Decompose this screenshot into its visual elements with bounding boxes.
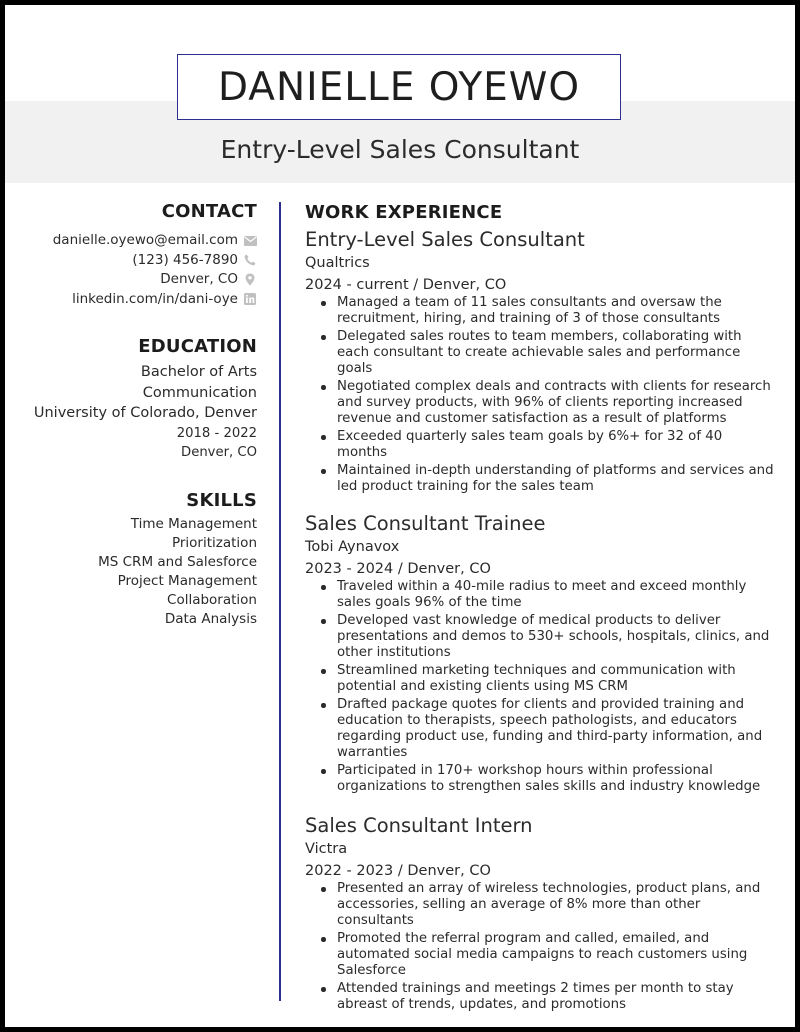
contact-location (5, 270, 257, 290)
skill-item: Time Management (130, 515, 257, 532)
contact-linkedin-text: linkedin.com/in/dani-oye (72, 290, 238, 307)
contact-linkedin (5, 290, 257, 310)
skill-item: Data Analysis (164, 610, 257, 627)
bullet-item: Attended trainings and meetings 2 times per month to stay abreast of trends, updates, and promotions (305, 981, 775, 1013)
skill-item: Prioritization (171, 534, 257, 551)
job-bullets (305, 295, 775, 495)
contact-phone (5, 251, 257, 271)
linkedin-icon (243, 292, 257, 306)
bullet-item: Maintained in-depth understanding of platforms and services and led product training for the sales team (305, 463, 775, 495)
skill-item: Project Management (117, 572, 257, 589)
skill-item: MS CRM and Salesforce (98, 553, 257, 570)
bullet-item: Participated in 170+ workshop hours within professional organizations to strengthen sales skills and industry knowledge (305, 763, 775, 795)
resume-title: Entry-Level Sales Consultant (220, 135, 580, 164)
bullet-item: Negotiated complex deals and contracts with clients for research and survey products, with 96% of clients reporting increased revenue and customer satisfaction as a result of platforms (305, 379, 775, 427)
job-company: Victra (305, 841, 348, 857)
contact-phone-text: (123) 456-7890 (132, 251, 238, 268)
education-degree: Bachelor of Arts (140, 364, 257, 380)
job-entry (305, 511, 775, 795)
bullet-item: Promoted the referral program and called, emailed, and automated social media campaigns to reach customers using Salesforce (305, 931, 775, 979)
education-location: Denver, CO (181, 445, 257, 460)
contact-location-text: Denver, CO (160, 271, 238, 287)
resume-page (5, 5, 795, 1027)
bullet-item: Developed vast knowledge of medical products to deliver presentations and demos to 530+ schools, hospitals, clinics, and other institutions (305, 613, 775, 661)
contact-email (5, 231, 257, 251)
job-bullets (305, 579, 775, 795)
phone-icon (243, 253, 257, 267)
job-dates-location: 2022 - 2023 / Denver, CO (305, 863, 491, 879)
education-heading: EDUCATION (138, 336, 257, 357)
job-company: Tobi Aynavox (305, 539, 400, 555)
name-box (177, 54, 621, 120)
bullet-item: Managed a team of 11 sales consultants and oversaw the recruitment, hiring, and training of 3 of those consultants (305, 295, 775, 327)
skill-item: Collaboration (167, 591, 257, 608)
job-company: Qualtrics (305, 255, 370, 271)
job-dates-location: 2024 - current / Denver, CO (305, 277, 507, 293)
job-dates-location: 2023 - 2024 / Denver, CO (305, 561, 491, 577)
bullet-item: Presented an array of wireless technologies, product plans, and accessories, selling an average of 8% more than other consultants (305, 881, 775, 929)
bullet-item: Exceeded quarterly sales team goals by 6%+ for 32 of 40 months (305, 429, 775, 461)
bullet-item: Delegated sales routes to team members, collaborating with each consultant to create achievable sales and performance goals (305, 329, 775, 377)
job-role: Entry-Level Sales Consultant (305, 228, 585, 251)
education-school: University of Colorado, Denver (33, 405, 257, 421)
job-entry (305, 227, 775, 495)
job-bullets (305, 881, 775, 1013)
right-column (305, 202, 775, 1015)
envelope-icon (243, 234, 257, 248)
candidate-name: DANIELLE OYEWO (217, 64, 581, 110)
contact-email-text: danielle.oyewo@email.com (52, 232, 238, 248)
job-role: Sales Consultant Intern (305, 814, 533, 837)
education-major: Communication (142, 384, 257, 401)
left-column (5, 201, 257, 629)
job-entry (305, 813, 775, 1013)
column-divider (279, 202, 281, 1001)
bullet-item: Drafted package quotes for clients and provided training and education to therapists, speech pathologists, and educators regarding product use, funding and third-party information, and warranties (305, 697, 775, 761)
job-role: Sales Consultant Trainee (305, 512, 546, 535)
contact-heading: CONTACT (161, 201, 257, 222)
education-dates: 2018 - 2022 (176, 425, 257, 441)
bullet-item: Traveled within a 40-mile radius to meet and exceed monthly sales goals 96% of the time (305, 579, 775, 611)
work-experience-heading: WORK EXPERIENCE (305, 202, 503, 223)
location-pin-icon (243, 273, 257, 287)
skills-heading: SKILLS (186, 489, 257, 511)
bullet-item: Streamlined marketing techniques and communication with potential and existing clients using MS CRM (305, 663, 775, 695)
